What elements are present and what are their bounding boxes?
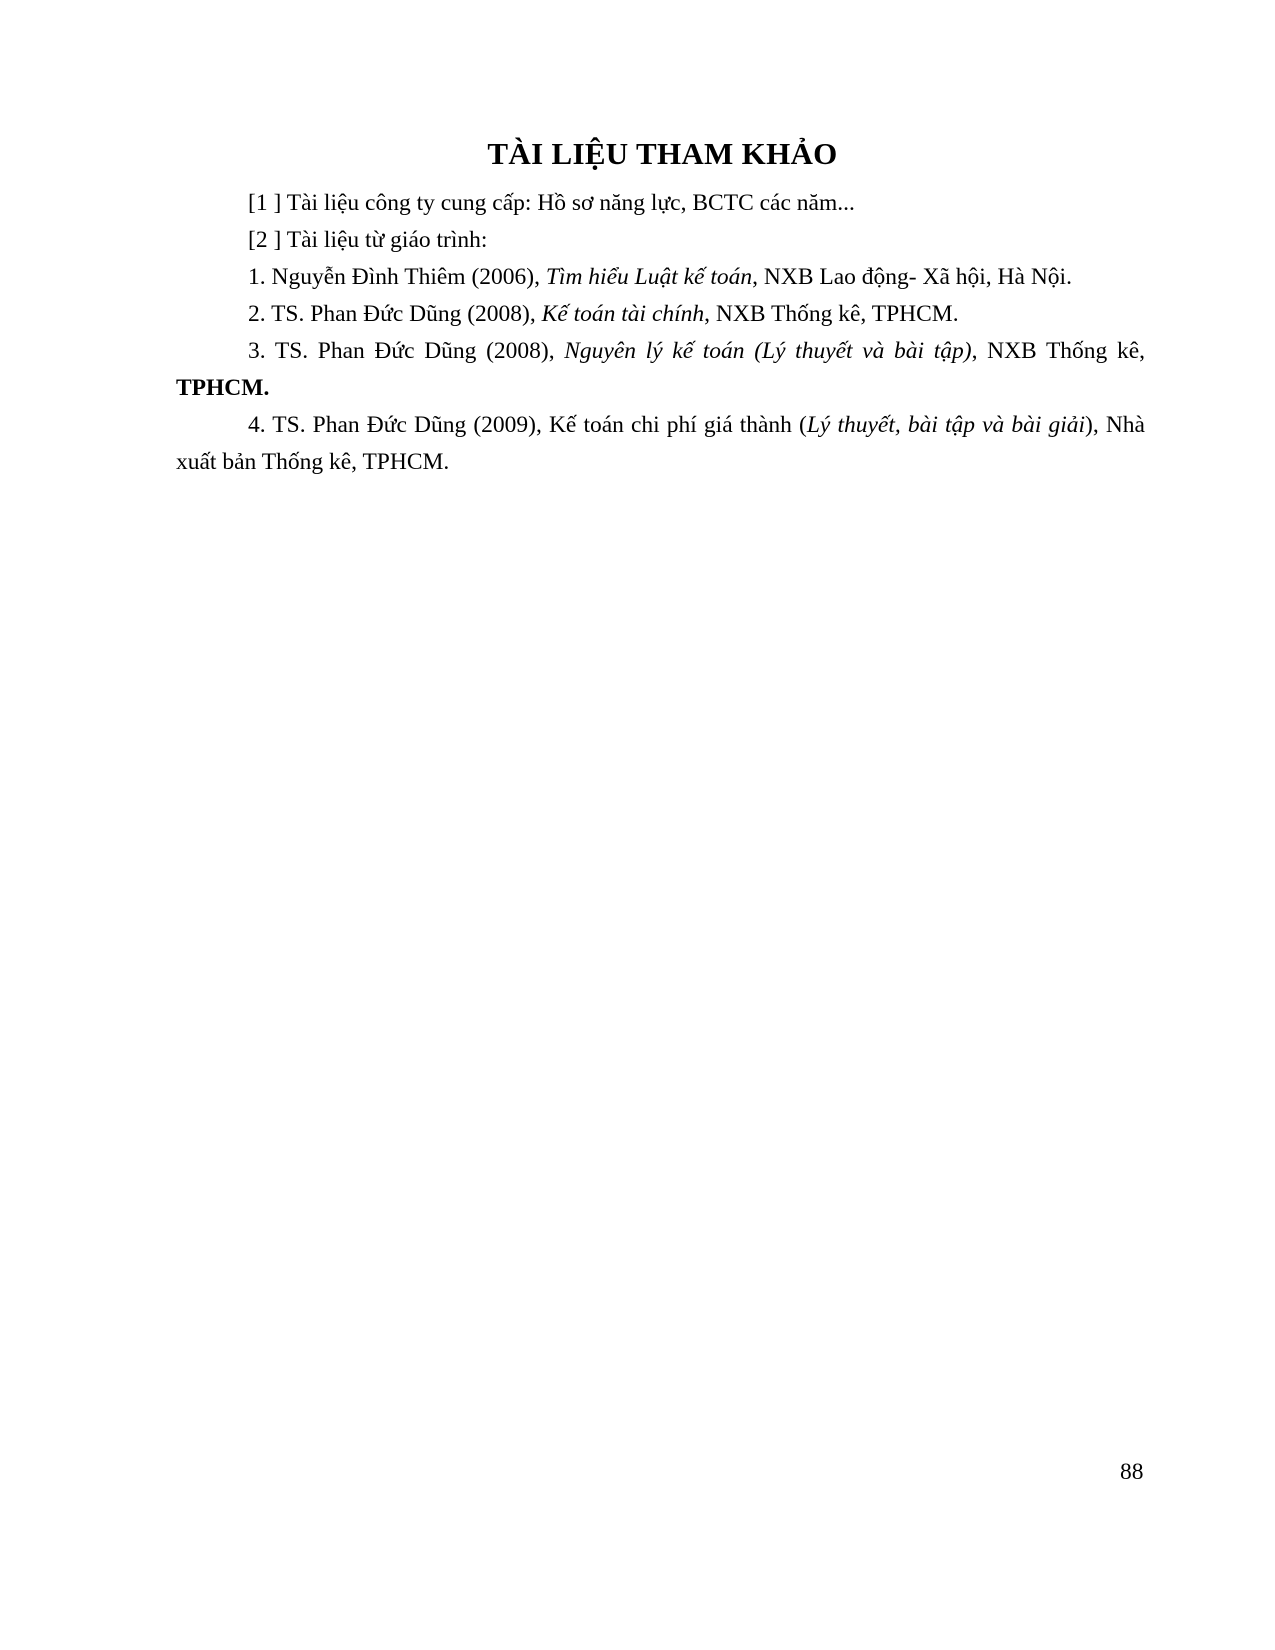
reference-publisher: , NXB Lao động- Xã hội, Hà Nội. [752, 264, 1072, 290]
reference-author: 4. TS. Phan Đức Dũng (2009), Kế toán chi phí giá thành ( [248, 412, 807, 438]
reference-label: [2 ] [248, 227, 282, 253]
reference-publisher: , NXB Thống kê, TPHCM. [704, 301, 959, 327]
reference-item-textbook-docs [176, 222, 1145, 259]
reference-item-3 [176, 333, 1145, 407]
page-title: TÀI LIỆU THAM KHẢO [487, 136, 838, 171]
reference-label: [1 ] [248, 190, 282, 216]
reference-list [176, 185, 1145, 481]
reference-author: 3. TS. Phan Đức Dũng (2008), [248, 338, 565, 364]
reference-author: 1. Nguyễn Đình Thiêm (2006), [248, 264, 546, 290]
reference-title: Nguyên lý kế toán (Lý thuyết và bài tập) [564, 338, 972, 364]
reference-item-4 [176, 407, 1145, 481]
page-number: 88 [1120, 1459, 1144, 1485]
reference-author: 2. TS. Phan Đức Dũng (2008), [248, 301, 542, 327]
reference-text: Tài liệu công ty cung cấp: Hồ sơ năng lực, BCTC các năm... [281, 190, 855, 216]
reference-title: Kế toán tài chính [541, 301, 705, 327]
reference-item-1 [176, 259, 1145, 296]
reference-item-company-docs [176, 185, 1145, 222]
reference-publisher: , NXB Thống kê, [971, 338, 1145, 364]
reference-text: Tài liệu từ giáo trình: [281, 227, 488, 253]
reference-title: Tìm hiểu Luật kế toán [545, 264, 753, 290]
reference-publisher: ), Nhà xuất bản Thống kê, TPHCM. [176, 412, 1145, 475]
reference-city: TPHCM. [176, 375, 270, 401]
reference-item-2 [176, 296, 1145, 333]
reference-title: Lý thuyết, bài tập và bài giải [806, 412, 1086, 438]
